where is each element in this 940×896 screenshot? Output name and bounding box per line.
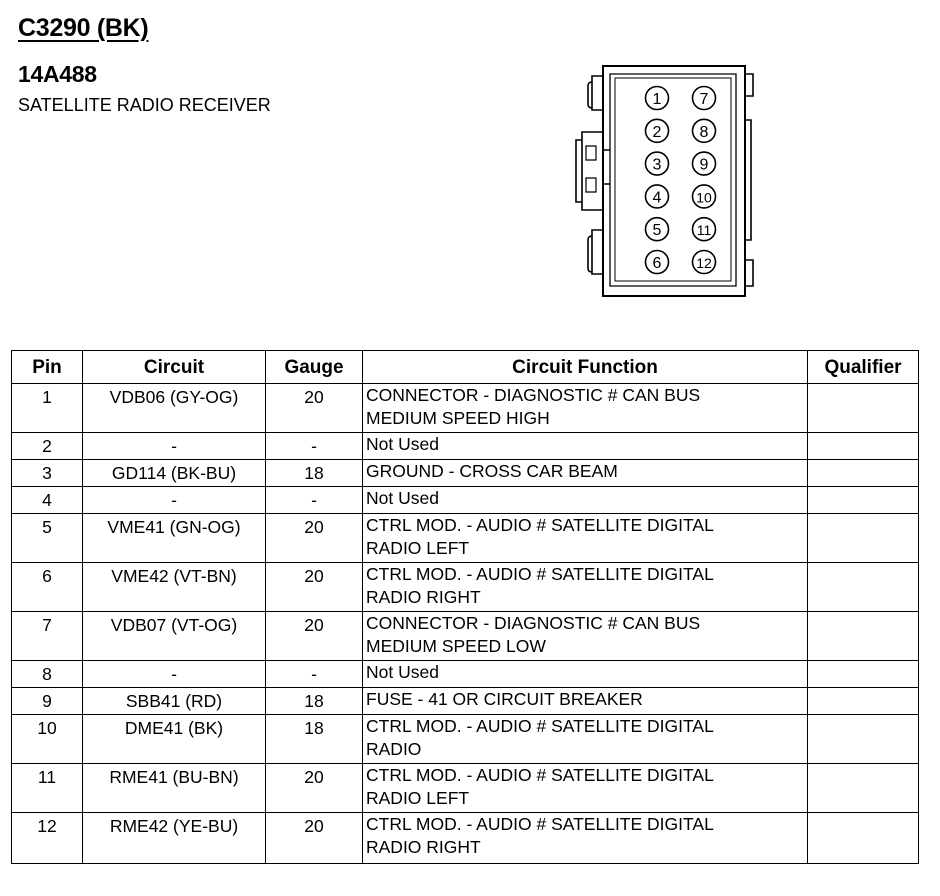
qualifier-cell — [808, 661, 919, 688]
circuit-cell: VDB07 (VT-OG) — [83, 612, 266, 661]
pin-cell: 6 — [12, 563, 83, 612]
pin-cell: 2 — [12, 433, 83, 460]
gauge-cell: - — [266, 487, 363, 514]
circuit-function-line: Not Used — [366, 488, 439, 508]
circuit-function-cell — [363, 433, 808, 460]
pin-label: 6 — [652, 255, 662, 272]
table-row — [12, 384, 919, 433]
table-row — [12, 514, 919, 563]
circuit-cell: VDB06 (GY-OG) — [83, 384, 266, 433]
qualifier-cell — [808, 460, 919, 487]
circuit-function-line: CONNECTOR - DIAGNOSTIC # CAN BUS — [366, 613, 701, 633]
circuit-function-cell — [363, 487, 808, 514]
gauge-cell: 20 — [266, 384, 363, 433]
table-row — [12, 661, 919, 688]
gauge-cell: 20 — [266, 764, 363, 813]
qualifier-cell — [808, 384, 919, 433]
gauge-cell: 20 — [266, 514, 363, 563]
part-number: 14A488 — [18, 61, 97, 87]
connector-face-diagram — [570, 60, 760, 300]
pin-cell: 12 — [12, 813, 83, 864]
circuit-function-cell — [363, 514, 808, 563]
qualifier-cell — [808, 715, 919, 764]
circuit-function-line: GROUND - CROSS CAR BEAM — [366, 461, 618, 481]
gauge-cell: 20 — [266, 813, 363, 864]
pin-label: 10 — [696, 189, 712, 206]
circuit-cell: GD114 (BK-BU) — [83, 460, 266, 487]
circuit-function-cell — [363, 384, 808, 433]
pin-cell: 3 — [12, 460, 83, 487]
pin-cell: 9 — [12, 688, 83, 715]
pinout-table — [11, 350, 919, 864]
circuit-cell: - — [83, 487, 266, 514]
circuit-function-cell — [363, 688, 808, 715]
pin-cell: 5 — [12, 514, 83, 563]
table-row — [12, 764, 919, 813]
circuit-cell: VME42 (VT-BN) — [83, 563, 266, 612]
gauge-cell: 20 — [266, 612, 363, 661]
pin-cell: 4 — [12, 487, 83, 514]
circuit-function-line: RADIO RIGHT — [366, 587, 481, 607]
circuit-function-cell — [363, 612, 808, 661]
table-row — [12, 813, 919, 864]
pin-cell: 11 — [12, 764, 83, 813]
column-header-circuit-function: Circuit Function — [363, 351, 808, 384]
column-header-qualifier: Qualifier — [808, 351, 919, 384]
pin-label: 11 — [696, 222, 712, 239]
table-row — [12, 612, 919, 661]
table-row — [12, 715, 919, 764]
circuit-function-line: MEDIUM SPEED HIGH — [366, 408, 550, 428]
table-row — [12, 688, 919, 715]
table-row — [12, 487, 919, 514]
circuit-function-line: CONNECTOR - DIAGNOSTIC # CAN BUS — [366, 385, 701, 405]
pin-label: 8 — [699, 123, 709, 141]
column-header-pin: Pin — [12, 351, 83, 384]
connector-title: C3290 (BK) — [18, 14, 149, 42]
circuit-cell: SBB41 (RD) — [83, 688, 266, 715]
pin-label: 7 — [699, 91, 709, 108]
circuit-function-line: CTRL MOD. - AUDIO # SATELLITE DIGITAL — [366, 564, 714, 584]
table-row — [12, 460, 919, 487]
pin-cell: 1 — [12, 384, 83, 433]
circuit-function-line: CTRL MOD. - AUDIO # SATELLITE DIGITAL — [366, 515, 714, 535]
qualifier-cell — [808, 813, 919, 864]
gauge-cell: 20 — [266, 563, 363, 612]
table-row — [12, 563, 919, 612]
circuit-function-line: RADIO LEFT — [366, 538, 470, 558]
circuit-cell: RME41 (BU-BN) — [83, 764, 266, 813]
pin-label: 2 — [652, 123, 662, 141]
qualifier-cell — [808, 514, 919, 563]
circuit-function-line: RADIO RIGHT — [366, 837, 481, 857]
circuit-function-line: MEDIUM SPEED LOW — [366, 636, 546, 656]
circuit-function-cell — [363, 715, 808, 764]
gauge-cell: 18 — [266, 460, 363, 487]
pin-cell: 7 — [12, 612, 83, 661]
circuit-cell: VME41 (GN-OG) — [83, 514, 266, 563]
circuit-function-cell — [363, 764, 808, 813]
gauge-cell: - — [266, 433, 363, 460]
pin-label: 3 — [652, 156, 662, 174]
circuit-function-cell — [363, 460, 808, 487]
circuit-function-line: CTRL MOD. - AUDIO # SATELLITE DIGITAL — [366, 765, 714, 785]
circuit-function-line: RADIO LEFT — [366, 788, 470, 808]
gauge-cell: 18 — [266, 688, 363, 715]
circuit-function-cell — [363, 813, 808, 864]
circuit-function-line: CTRL MOD. - AUDIO # SATELLITE DIGITAL — [366, 814, 714, 834]
pin-label: 4 — [652, 189, 662, 207]
qualifier-cell — [808, 433, 919, 460]
circuit-function-cell — [363, 563, 808, 612]
qualifier-cell — [808, 688, 919, 715]
circuit-function-line: Not Used — [366, 434, 439, 454]
pin-cell: 8 — [12, 661, 83, 688]
circuit-function-cell — [363, 661, 808, 688]
circuit-function-line: Not Used — [366, 662, 439, 682]
circuit-function-line: CTRL MOD. - AUDIO # SATELLITE DIGITAL — [366, 716, 714, 736]
circuit-function-line: RADIO — [366, 739, 422, 759]
pin-cell: 10 — [12, 715, 83, 764]
part-name: SATELLITE RADIO RECEIVER — [18, 95, 271, 115]
qualifier-cell — [808, 487, 919, 514]
pin-label: 12 — [696, 255, 712, 271]
circuit-cell: RME42 (YE-BU) — [83, 813, 266, 864]
column-header-gauge: Gauge — [266, 351, 363, 384]
qualifier-cell — [808, 764, 919, 813]
circuit-cell: - — [83, 661, 266, 688]
gauge-cell: - — [266, 661, 363, 688]
pin-label: 1 — [652, 91, 662, 108]
table-row — [12, 433, 919, 460]
circuit-cell: DME41 (BK) — [83, 715, 266, 764]
qualifier-cell — [808, 563, 919, 612]
column-header-circuit: Circuit — [83, 351, 266, 384]
gauge-cell: 18 — [266, 715, 363, 764]
table-header-row — [12, 351, 919, 384]
circuit-cell: - — [83, 433, 266, 460]
circuit-function-line: FUSE - 41 OR CIRCUIT BREAKER — [366, 689, 643, 709]
qualifier-cell — [808, 612, 919, 661]
pin-label: 5 — [652, 222, 662, 240]
pin-label: 9 — [699, 156, 709, 174]
